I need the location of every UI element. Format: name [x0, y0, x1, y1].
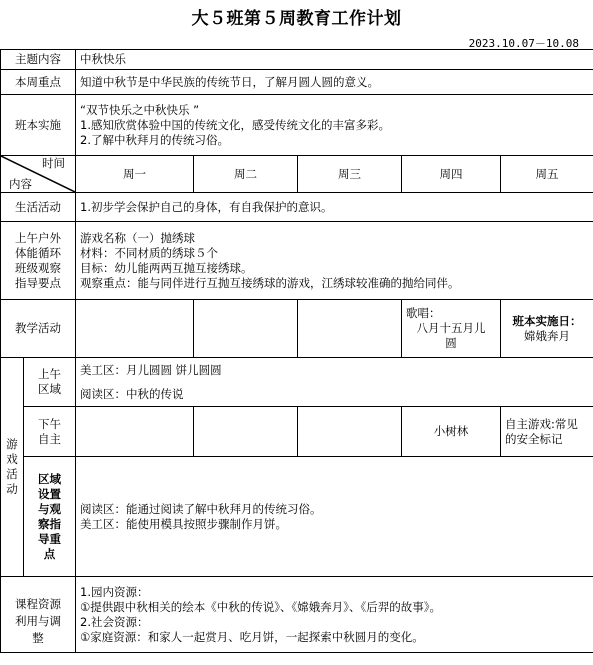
teaching-tue	[194, 300, 298, 358]
teaching-row	[1, 300, 593, 358]
teaching-label: 教学活动	[1, 300, 76, 358]
theme-value: 中秋快乐	[76, 50, 593, 70]
outdoor-label-line: 体能循环	[15, 245, 61, 260]
morning-line: 阅读区：中秋的传说	[80, 386, 184, 401]
region-label-line: 导重	[38, 531, 61, 546]
resources-line: 2.社会资源：	[80, 614, 149, 629]
class-impl-label: 班本实施	[1, 95, 76, 156]
afternoon-label	[24, 407, 76, 457]
corner-time-label: 时间	[42, 156, 65, 170]
region-label-line: 设置	[38, 486, 61, 501]
teaching-thu-line: 歌唱：	[406, 306, 441, 320]
resources-label	[1, 577, 76, 653]
morning-label-line: 上午	[38, 367, 61, 381]
resources-line: ①家庭资源：和家人一起赏月、吃月饼，一起探索中秋圆月的变化。	[80, 629, 424, 644]
day-header-row	[1, 156, 593, 193]
morning-label-line: 区域	[38, 382, 61, 396]
afternoon-label-line: 下午	[38, 416, 61, 431]
region-setting-row	[1, 457, 593, 577]
outdoor-label-line: 上午户外	[15, 230, 61, 245]
page-title: 大５班第５周教育工作计划	[191, 9, 402, 29]
outdoor-row	[1, 222, 593, 300]
resources-row	[1, 577, 593, 653]
teaching-wed	[298, 300, 402, 358]
life-row	[1, 193, 593, 222]
corner-header-cell	[1, 156, 76, 193]
plan-table	[0, 49, 593, 653]
resources-line: 1.园内资源：	[80, 584, 149, 599]
teaching-mon	[76, 300, 194, 358]
afternoon-row	[1, 407, 593, 457]
afternoon-mon	[76, 407, 194, 457]
teaching-thu	[402, 300, 501, 358]
region-line: 美工区：能使用模具按照步骤制作月饼。	[80, 516, 287, 531]
focus-row	[1, 70, 593, 95]
resources-content	[76, 577, 593, 653]
teaching-fri-value: 嫦娥奔月	[524, 328, 570, 343]
day-header-thu: 周四	[402, 156, 501, 193]
region-label-line: 与观	[38, 501, 61, 516]
day-header-tue: 周二	[194, 156, 298, 193]
afternoon-tue	[194, 407, 298, 457]
game-activity-label	[1, 358, 24, 577]
region-label-line: 区域	[38, 471, 61, 486]
teaching-thu-line: 圆	[445, 336, 457, 350]
game-label-char: 活	[6, 467, 18, 481]
resources-label-line: 整	[32, 630, 44, 645]
theme-row	[1, 50, 593, 70]
outdoor-line: 目标：幼儿能两两互抛互接绣球。	[80, 260, 253, 275]
afternoon-label-line: 自主	[38, 431, 61, 446]
theme-label: 主题内容	[1, 50, 76, 70]
teaching-fri-title: 班本实施日：	[512, 313, 582, 328]
game-label-char: 游	[6, 437, 18, 451]
morning-region-content	[76, 358, 593, 407]
morning-line: 美工区：月儿圆圆 饼儿圆圆	[80, 362, 222, 377]
outdoor-label-line: 班级观察	[15, 260, 61, 275]
game-label-char: 戏	[6, 452, 18, 466]
afternoon-thu: 小树林	[402, 407, 501, 457]
region-label-line: 点	[43, 546, 56, 561]
corner-content-label: 内容	[9, 177, 32, 191]
class-impl-line: 1.感知欣赏体验中国的传统文化，感受传统文化的丰富多彩。	[80, 117, 390, 132]
morning-region-row	[1, 358, 593, 407]
resources-line: ①提供跟中秋相关的绘本《中秋的传说》、《嫦娥奔月》、《后羿的故事》。	[80, 599, 442, 614]
resources-label-line: 课程资源	[15, 596, 61, 611]
class-impl-content	[76, 95, 593, 156]
afternoon-fri: 自主游戏:常见的安全标记	[501, 407, 593, 457]
teaching-fri	[501, 300, 593, 358]
afternoon-wed	[298, 407, 402, 457]
class-impl-row	[1, 95, 593, 156]
outdoor-line: 游戏名称（一）抛绣球	[80, 230, 195, 245]
region-setting-content	[76, 457, 593, 577]
morning-region-label	[24, 358, 76, 407]
day-header-mon: 周一	[76, 156, 194, 193]
outdoor-label-line: 指导要点	[15, 275, 61, 290]
region-setting-label	[24, 457, 76, 577]
focus-value: 知道中秋节是中华民族的传统节日，了解月圆人圆的意义。	[76, 70, 593, 95]
class-impl-line: “双节快乐之中秋快乐 ”	[80, 102, 200, 117]
life-value: 1.初步学会保护自己的身体，有自我保护的意识。	[76, 193, 593, 222]
day-header-wed: 周三	[298, 156, 402, 193]
outdoor-label	[1, 222, 76, 300]
game-label-char: 动	[6, 482, 18, 496]
region-label-line: 察指	[38, 516, 61, 531]
day-header-fri: 周五	[501, 156, 593, 193]
region-line: 阅读区：能通过阅读了解中秋拜月的传统习俗。	[80, 501, 322, 516]
date-range: 2023.10.07－10.08	[468, 37, 579, 50]
resources-label-line: 利用与调	[15, 613, 61, 628]
teaching-thu-line: 八月十五月儿	[416, 321, 486, 335]
life-label: 生活活动	[1, 193, 76, 222]
outdoor-line: 观察重点：能与同伴进行互抛互接绣球的游戏，江绣球较准确的抛给同伴。	[80, 275, 460, 290]
class-impl-line: 2.了解中秋拜月的传统习俗。	[80, 132, 229, 147]
focus-label: 本周重点	[1, 70, 76, 95]
outdoor-content	[76, 222, 593, 300]
outdoor-line: 材料：不同材质的绣球５个	[80, 245, 218, 260]
